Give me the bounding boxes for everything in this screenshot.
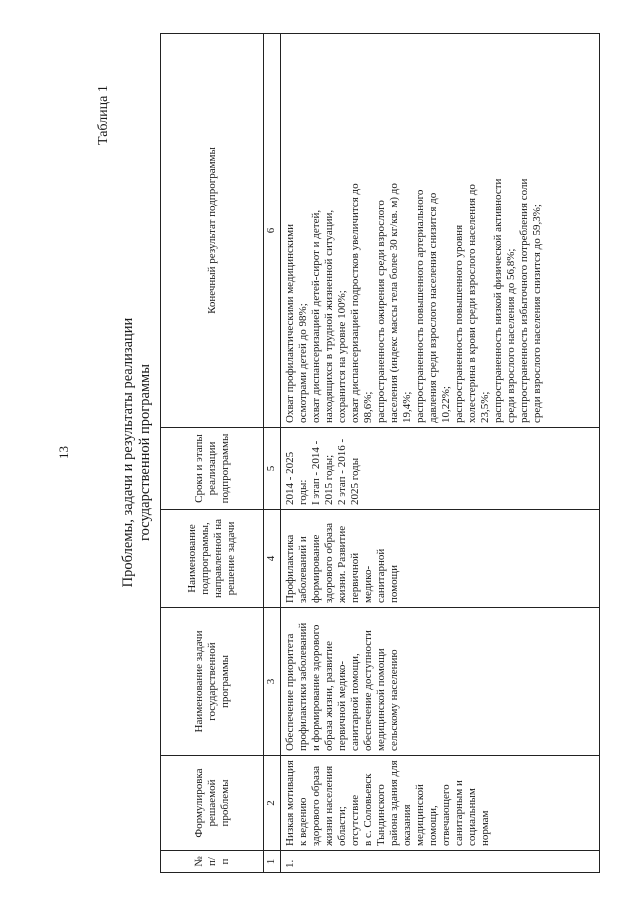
cell-line: среди взрослого населения снизится до 59,3%; (531, 204, 543, 423)
cell-line: 2015 годы; (323, 454, 335, 505)
column-header-line: государственной (205, 642, 218, 721)
cell-line: сельскому населению (388, 649, 400, 751)
cell-line: охват диспансеризацией подростков увеличится до (349, 183, 361, 423)
cell-line: распространенность избыточного потребления соли (518, 178, 530, 423)
cell-line: распространенность повышенного уровня (453, 224, 465, 423)
cell-line: Тындинского (375, 784, 387, 846)
cell-line: распространенность повышенного артериального (414, 189, 426, 423)
cell-line: 2014 - 2025 (284, 451, 296, 505)
subprogram-cell (281, 510, 600, 608)
cell-line: обеспечение доступности (362, 630, 374, 751)
cell-line: и формирование здорового (310, 624, 322, 751)
column-header-line: Конечный результат подпрограммы (205, 147, 218, 314)
column-number-row (264, 34, 281, 873)
column-header-line: проблемы (218, 779, 231, 827)
cell-line: области; отсутствие (336, 794, 361, 846)
cell-line: первичной медико- (336, 660, 348, 751)
cell-line: населения (индекс массы тела более 30 кг/кв. м) до (388, 183, 400, 423)
cell-line: Профилактика (284, 534, 296, 603)
column-header-line: п/п (205, 857, 231, 866)
cell-line: годы: (297, 479, 309, 505)
column-number: 4 (264, 510, 281, 608)
column-number: 2 (264, 756, 281, 851)
cell-line: здорового образа (310, 765, 322, 846)
cell-line: 10,22%; (440, 386, 452, 423)
cell-line: социальным (466, 788, 478, 846)
column-header (161, 756, 264, 851)
column-header (161, 510, 264, 608)
column-header-line: Формулировка (192, 768, 205, 838)
cell-line: 98,6%; (362, 391, 374, 423)
cell-line: первичной медико- (349, 552, 374, 603)
cell-line: Обеспечение приоритета (284, 633, 296, 751)
table-row (281, 34, 600, 873)
cell-line: осмотрами детей до 98%; (297, 303, 309, 423)
cell-line: Низкая мотивация (284, 760, 296, 846)
cell-line: формирование (310, 534, 322, 603)
column-header (161, 851, 264, 873)
column-header-line: Наименование (186, 524, 198, 593)
cell-line: Охват профилактическими медицинскими (284, 223, 296, 423)
cell-line: 2025 годы (349, 457, 361, 505)
cell-line: к ведению (297, 797, 309, 846)
cell-line: холестерина в крови среди взрослого населения до (466, 184, 478, 423)
cell-line: отвечающего (440, 784, 452, 846)
column-header-line: Сроки и этапы (192, 434, 205, 503)
cell-line: района здания для (388, 760, 400, 846)
column-header-line: реализации (205, 441, 218, 496)
column-number: 3 (264, 608, 281, 756)
column-number: 6 (264, 34, 281, 428)
cell-line: оказания (401, 804, 413, 846)
cell-line: медицинской (414, 784, 426, 846)
problem-cell (281, 756, 600, 851)
result-cell (281, 34, 600, 428)
cell-line: здорового образа (323, 522, 335, 603)
column-header (161, 428, 264, 510)
cell-line: находящихся в трудной жизненной ситуации, (323, 209, 335, 423)
cell-line: санитарной помощи, (349, 653, 361, 751)
column-header-line: решение задачи (225, 521, 237, 596)
cell-line: 2 этап - 2016 - (336, 438, 348, 505)
cell-line: давления среди взрослого населения снизится до (427, 192, 439, 423)
cell-line: охват диспансеризацией детей-сирот и детей, (310, 209, 322, 423)
column-header-line: программы (218, 654, 231, 709)
column-number: 5 (264, 428, 281, 510)
cell-line: 19,4%; (401, 391, 413, 423)
cell-line: жизни населения (323, 765, 335, 846)
cell-line: профилактики заболеваний (297, 622, 309, 751)
cell-line: распространенность ожирения среди взрослого (375, 200, 387, 423)
cell-line: сохранится на уровне 100%; (336, 290, 348, 423)
cell-line: I этап - 2014 - (310, 440, 322, 505)
cell-line: помощи, (427, 805, 439, 846)
cell-line: 23,5%; (479, 391, 491, 423)
cell-line: в с. Соловьевск (362, 773, 374, 846)
column-number: 1 (264, 851, 281, 873)
cell-line: жизни. Развитие (336, 525, 348, 603)
column-header-line: Наименование задачи (192, 630, 205, 733)
cell-line: среди взрослого населения до 56,8%; (505, 248, 517, 423)
cell-line: заболеваний и (297, 536, 309, 603)
page-number: 13 (56, 446, 71, 459)
cell-line: санитарным и (453, 780, 465, 846)
task-cell (281, 608, 600, 756)
column-header-line: решаемой (205, 779, 218, 827)
column-header-line: № (192, 856, 205, 867)
terms-cell (281, 428, 600, 510)
heading-line: Проблемы, задачи и результаты реализации (120, 317, 136, 588)
document-heading (120, 0, 154, 905)
column-header (161, 608, 264, 756)
cell-line: нормам (479, 810, 491, 846)
column-header-line: направленной на (212, 519, 224, 598)
row-number-cell: 1. (281, 851, 600, 873)
cell-line: распространенность низкой физической активности (492, 178, 504, 423)
results-table (160, 33, 600, 873)
column-header (161, 34, 264, 428)
cell-line: образа жизни, развитие (323, 641, 335, 751)
table-header-row (161, 34, 264, 873)
column-header-line: подпрограммы, (199, 522, 211, 595)
table-label: Таблица 1 (96, 85, 111, 145)
cell-line: медицинской помощи (375, 648, 387, 751)
cell-line: санитарной помощи (375, 548, 400, 603)
column-header-line: подпрограммы (218, 433, 231, 504)
heading-line: государственной программы (137, 364, 153, 541)
